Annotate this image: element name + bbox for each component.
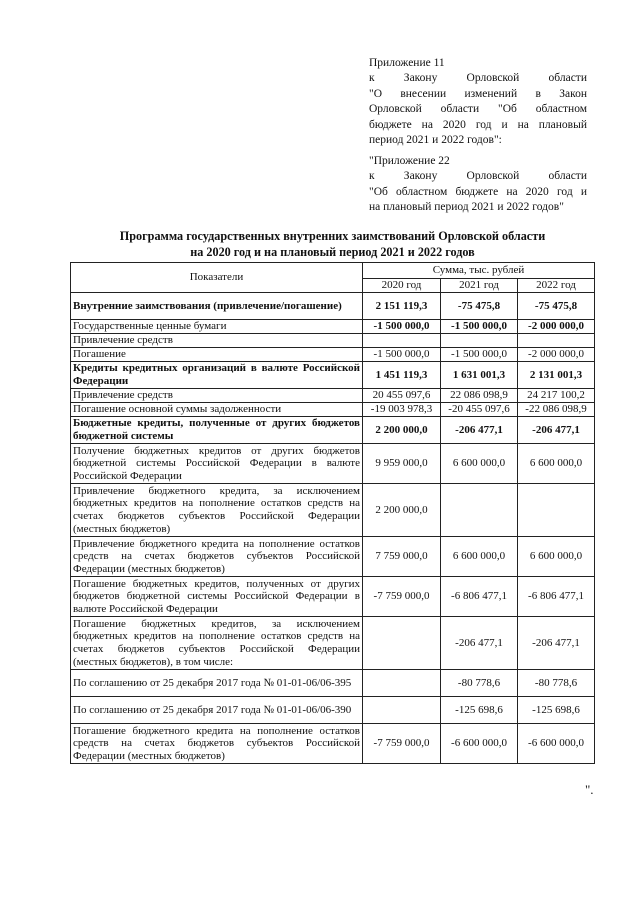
value-2021: 6 600 000,0 (441, 444, 518, 484)
table-row (71, 444, 595, 484)
row-label: Бюджетные кредиты, полученные от других бюджетов бюджетной системы (71, 417, 363, 444)
closing-quote-mark: ". (585, 782, 594, 797)
row-label: Кредиты кредитных организаций в валюте Российской Федерации (71, 362, 363, 389)
value-2020: 2 151 119,3 (363, 293, 441, 320)
value-2020: -1 500 000,0 (363, 320, 441, 334)
value-2021: -206 477,1 (441, 617, 518, 670)
value-2020: 7 759 000,0 (363, 537, 441, 577)
table-row (71, 320, 595, 334)
appendix-line: "Приложение 22 (369, 155, 450, 167)
value-2020: -7 759 000,0 (363, 724, 441, 764)
value-2022: -206 477,1 (518, 617, 595, 670)
value-2022 (518, 484, 595, 537)
appendix-line: к Закону Орловской области (369, 170, 587, 183)
value-2020: 1 451 119,3 (363, 362, 441, 389)
table-row (71, 389, 595, 403)
table-row (71, 348, 595, 362)
appendix-line: к Закону Орловской области (369, 72, 587, 85)
appendix-line: бюджете на 2020 год и на плановый (369, 118, 587, 131)
row-label: Погашение основной суммы задолженности (71, 403, 363, 417)
value-2021: -1 500 000,0 (441, 348, 518, 362)
value-2020: 9 959 000,0 (363, 444, 441, 484)
value-2020: 2 200 000,0 (363, 417, 441, 444)
value-2022: 6 600 000,0 (518, 444, 595, 484)
value-2022: -6 806 477,1 (518, 577, 595, 617)
value-2020 (363, 670, 441, 697)
value-2022: -80 778,6 (518, 670, 595, 697)
value-2020: -1 500 000,0 (363, 348, 441, 362)
header-year-2020: 2020 год (363, 279, 441, 293)
row-label: Привлечение бюджетного кредита, за исключением бюджетных кредитов на пополнение остатков средств на счетах бюджетов субъектов Российской Федерации (местных бюджетов) (71, 484, 363, 537)
table-row (71, 697, 595, 724)
value-2021: -1 500 000,0 (441, 320, 518, 334)
row-label: Внутренние заимствования (привлечение/погашение) (71, 293, 363, 320)
value-2021: -125 698,6 (441, 697, 518, 724)
table-row (71, 334, 595, 348)
appendix-line: период 2021 и 2022 годов": (369, 134, 502, 147)
value-2020: -19 003 978,3 (363, 403, 441, 417)
value-2022: -2 000 000,0 (518, 348, 595, 362)
header-year-2022: 2022 год (518, 279, 595, 293)
value-2021: -20 455 097,6 (441, 403, 518, 417)
appendix-reference-current (369, 56, 587, 148)
row-label: По соглашению от 25 декабря 2017 года № 01-01-06/06-390 (71, 697, 363, 724)
value-2020: 2 200 000,0 (363, 484, 441, 537)
header-sum: Сумма, тыс. рублей (363, 263, 595, 279)
table-row (71, 617, 595, 670)
row-label: Государственные ценные бумаги (71, 320, 363, 334)
value-2022: -6 600 000,0 (518, 724, 595, 764)
value-2021: 6 600 000,0 (441, 537, 518, 577)
row-label: Привлечение бюджетного кредита на пополнение остатков средств на счетах бюджетов субъектов Российской Федерации (местных бюджетов) (71, 537, 363, 577)
header-indicators: Показатели (71, 263, 363, 293)
value-2020: -7 759 000,0 (363, 577, 441, 617)
document-title (70, 228, 595, 260)
row-label: Получение бюджетных кредитов от других бюджетов бюджетной системы Российской Федерации в валюте Российской Федерации (71, 444, 363, 484)
table-row (71, 577, 595, 617)
table-row (71, 362, 595, 389)
value-2022: -206 477,1 (518, 417, 595, 444)
appendix-line: "Об областном бюджете на 2020 год и (369, 185, 587, 198)
row-label: Привлечение средств (71, 334, 363, 348)
value-2022: -125 698,6 (518, 697, 595, 724)
row-label: По соглашению от 25 декабря 2017 года № 01-01-06/06-395 (71, 670, 363, 697)
value-2022: -75 475,8 (518, 293, 595, 320)
value-2022: 2 131 001,3 (518, 362, 595, 389)
value-2021: -206 477,1 (441, 417, 518, 444)
value-2022: -2 000 000,0 (518, 320, 595, 334)
appendix-reference-original (369, 154, 587, 216)
value-2021: -6 600 000,0 (441, 724, 518, 764)
table-row (71, 724, 595, 764)
value-2021: 1 631 001,3 (441, 362, 518, 389)
appendix-line: Орловской области "Об областном (369, 103, 587, 116)
table-row (71, 417, 595, 444)
value-2021: -75 475,8 (441, 293, 518, 320)
value-2022: 24 217 100,2 (518, 389, 595, 403)
row-label: Погашение бюджетных кредитов, за исключением бюджетных кредитов на пополнение остатков средств на счетах бюджетов субъектов Российской Федерации (местных бюджетов), в том числе: (71, 617, 363, 670)
title-line-1: Программа государственных внутренних заимствований Орловской области (119, 229, 546, 243)
title-line-2: на 2020 год и на плановый период 2021 и 2022 годов (190, 245, 475, 259)
table-row (71, 670, 595, 697)
row-label: Погашение (71, 348, 363, 362)
value-2022: -22 086 098,9 (518, 403, 595, 417)
table-row (71, 403, 595, 417)
value-2022 (518, 334, 595, 348)
value-2021: 22 086 098,9 (441, 389, 518, 403)
appendix-line: Приложение 11 (369, 57, 445, 69)
row-label: Погашение бюджетного кредита на пополнение остатков средств на счетах бюджетов субъектов Российской Федерации (местных бюджетов) (71, 724, 363, 764)
value-2021 (441, 484, 518, 537)
table-row (71, 484, 595, 537)
row-label: Погашение бюджетных кредитов, полученных от других бюджетов бюджетной системы Российской Федерации в валюте Российской Федерации (71, 577, 363, 617)
row-label: Привлечение средств (71, 389, 363, 403)
value-2020 (363, 334, 441, 348)
header-year-2021: 2021 год (441, 279, 518, 293)
value-2021: -80 778,6 (441, 670, 518, 697)
borrowing-program-table (70, 262, 595, 764)
value-2020 (363, 697, 441, 724)
value-2020 (363, 617, 441, 670)
table-row (71, 537, 595, 577)
appendix-line: на плановый период 2021 и 2022 годов" (369, 201, 564, 214)
appendix-line: "О внесении изменений в Закон (369, 87, 587, 100)
value-2022: 6 600 000,0 (518, 537, 595, 577)
value-2020: 20 455 097,6 (363, 389, 441, 403)
table-row (71, 293, 595, 320)
value-2021: -6 806 477,1 (441, 577, 518, 617)
value-2021 (441, 334, 518, 348)
